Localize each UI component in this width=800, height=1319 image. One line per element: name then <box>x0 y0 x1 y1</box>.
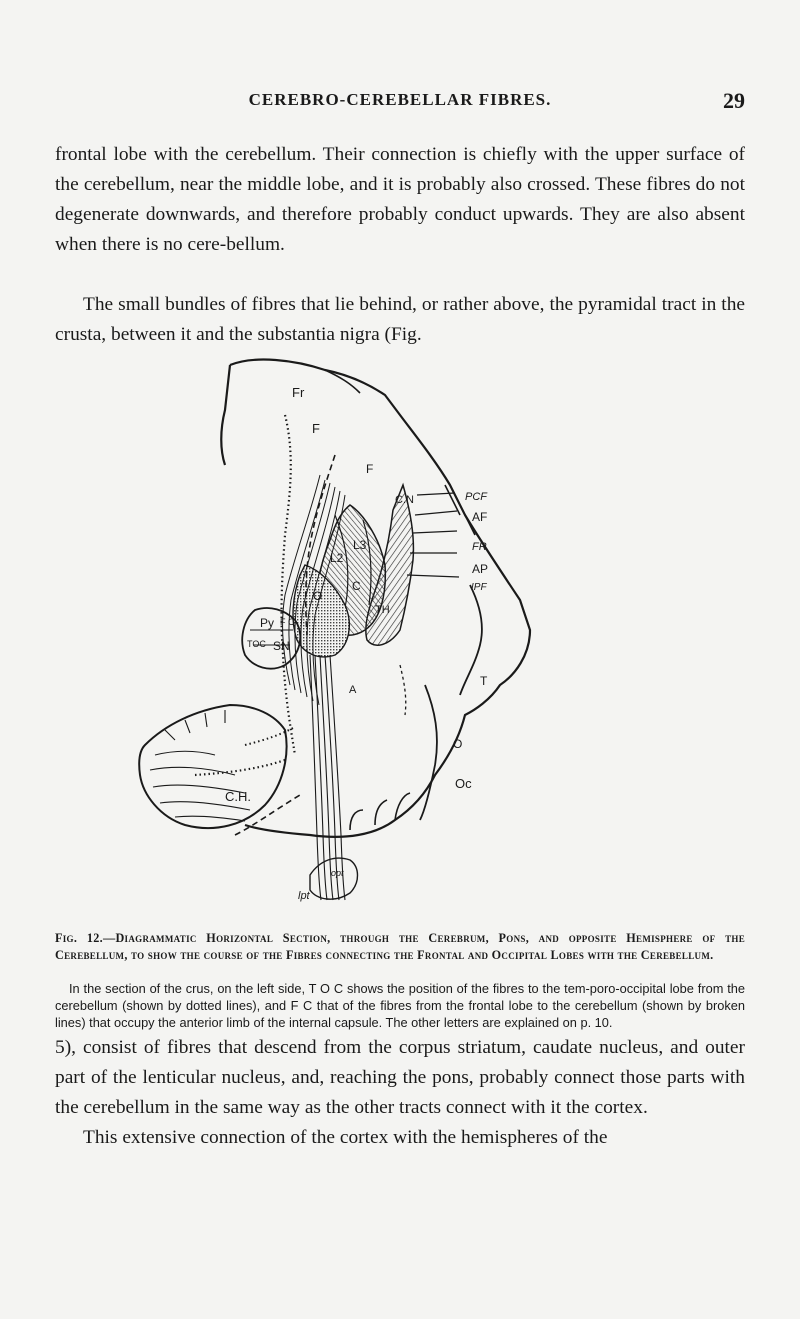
label-fc: F C <box>280 617 295 627</box>
running-head: CEREBRO-CEREBELLAR FIBRES. <box>248 90 552 109</box>
paragraph-1: frontal lobe with the cerebellum. Their connection is chiefly with the upper surface of the cerebellum, near the middle lobe, and it is probably also crossed. These fibres do not degenerate downwards, and therefore probably conduct upwards. They are also absent when there is no cere-bellum. <box>55 144 745 255</box>
label-l3: L3 <box>353 538 367 552</box>
label-pcf: PCF <box>465 491 487 503</box>
label-sn: SN <box>273 639 290 653</box>
label-t: T <box>480 674 488 688</box>
paragraph-3 <box>55 1033 745 1153</box>
paragraph-3-text: 5), consist of fibres that descend from the corpus striatum, caudate nucleus, and outer part of the lenticular nucleus, and, reaching the pons, probably connect those parts with the cerebellum in the same way as the other tracts connect with it the cortex. <box>55 1037 745 1118</box>
figure-caption-title: Fig. 12.—Diagrammatic Horizontal Section, through the Cerebrum, Pons, and opposite Hemisphere of the Cerebellum, to show the course of the Fibres connecting the Frontal and Occipital Lobes with the Cerebellum. <box>55 931 745 962</box>
label-l2: L2 <box>330 551 344 565</box>
label-th: TH <box>375 604 390 616</box>
figure-caption-body: In the section of the crus, on the left side, T O C shows the position of the fibres to the tem-poro-occipital lobe from the cerebellum (shown by dotted lines), and F C that of the fibres from the frontal lobe to the cerebellum (shown by broken lines) that occupy the anterior limb of the internal capsule. The other letters are explained on p. 10. <box>55 981 745 1030</box>
figure-12-diagram <box>135 355 675 910</box>
label-ipf: IPF <box>471 582 487 593</box>
label-f-dotted: F <box>312 421 320 436</box>
label-fr-right: FR <box>472 541 487 553</box>
label-cn: C.N <box>395 494 414 506</box>
dotted-fibre-path <box>282 415 295 755</box>
label-c: C <box>352 579 361 593</box>
label-f-broken: F <box>366 462 374 476</box>
label-ch: C.H. <box>225 789 251 804</box>
label-o: O <box>313 589 323 603</box>
label-af: AF <box>472 510 488 524</box>
label-toc: TOC <box>247 639 266 649</box>
paragraph-4-text: This extensive connection of the cortex with the hemispheres of the <box>83 1127 608 1148</box>
label-fr: Fr <box>292 385 305 400</box>
label-oc: Oc <box>455 776 472 791</box>
paragraph-2: The small bundles of fibres that lie behind, or rather above, the pyramidal tract in the crusta, between it and the substantia nigra (Fig. <box>55 294 745 345</box>
label-py: Py <box>260 616 275 630</box>
page-number: 29 <box>723 88 745 113</box>
page-header <box>55 88 745 118</box>
label-lpt: lpt <box>298 890 310 902</box>
cerebellum <box>139 705 286 828</box>
optic-region <box>310 858 358 899</box>
label-delta: A <box>349 684 357 696</box>
label-o-lower: O <box>453 737 463 751</box>
label-ap: AP <box>472 562 489 576</box>
label-opt: opt <box>331 868 344 878</box>
pons-fibres <box>310 655 345 900</box>
